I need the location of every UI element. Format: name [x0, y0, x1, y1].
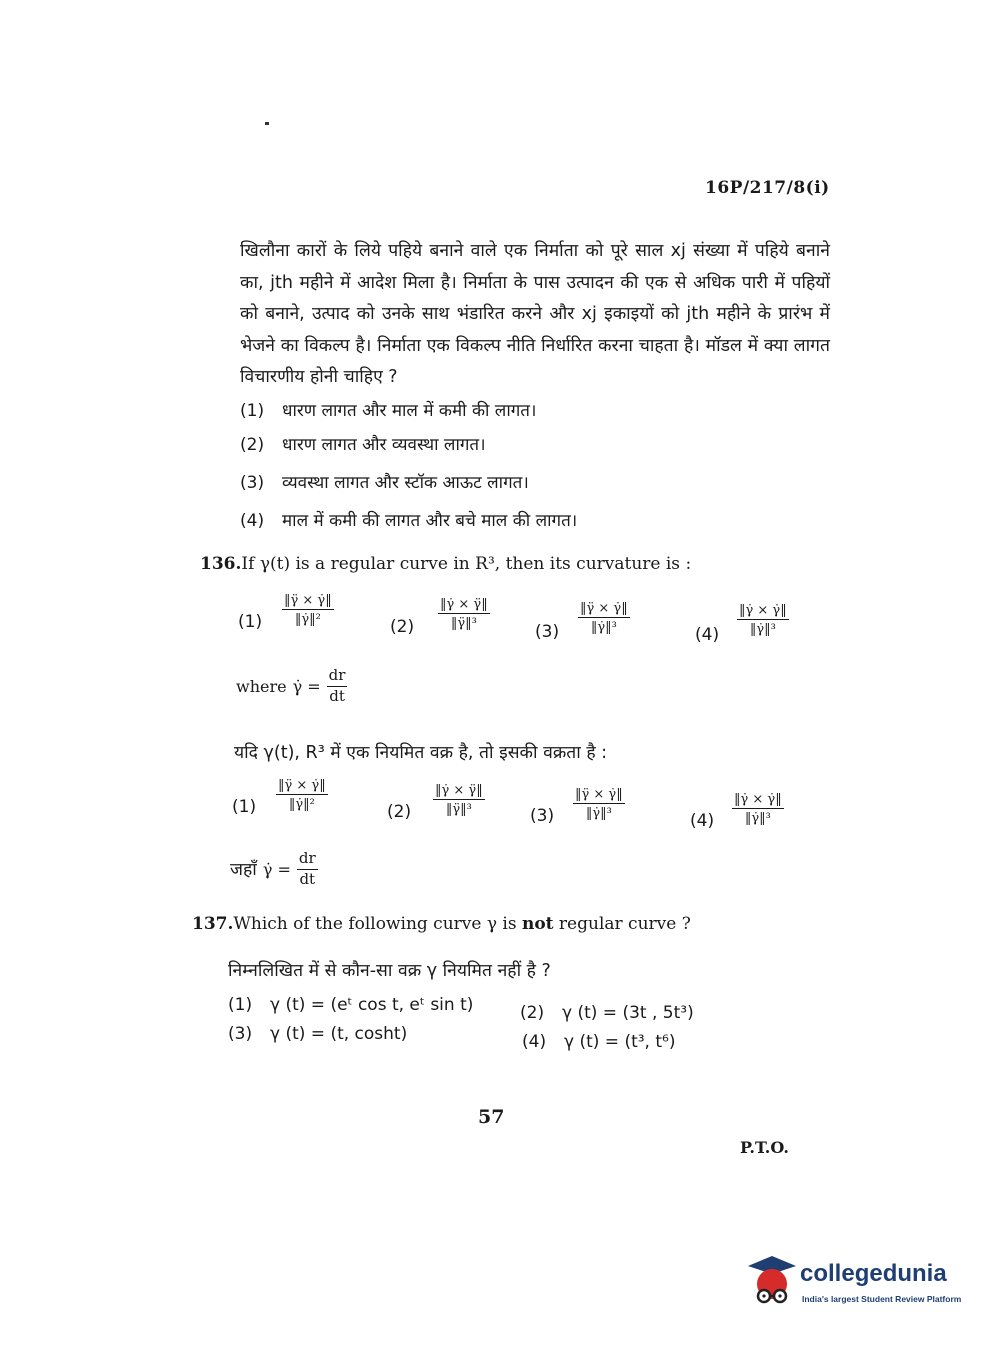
numerator: ‖γ̈ × γ̇‖ [284, 593, 332, 608]
derivative-fraction [327, 668, 348, 705]
q137-option-4 [522, 1032, 675, 1052]
option-text: γ (t) = (t, cosht) [270, 1024, 408, 1044]
q137-option-3 [228, 1024, 407, 1044]
q137-question [192, 914, 691, 934]
denominator: ‖γ̇‖³ [744, 811, 771, 826]
q136-hindi-opt4-label: (4) [690, 811, 715, 831]
q136-opt2-label: (2) [390, 617, 415, 637]
option-number: (4) [240, 511, 265, 531]
numerator: dr [297, 851, 318, 870]
option-number: (2) [520, 1003, 545, 1023]
option-text: व्यवस्था लागत और स्टॉक आऊट लागत। [282, 473, 529, 493]
denominator: ‖γ̇‖³ [590, 620, 617, 635]
where-lhs: γ̇ = [292, 676, 321, 696]
denominator: ‖γ̇‖³ [585, 806, 612, 821]
denominator: ‖γ̇‖³ [749, 622, 776, 637]
q135-option-4 [240, 508, 577, 531]
question-text-after: regular curve ? [553, 914, 691, 934]
option-text: γ (t) = (t³, t⁶) [564, 1032, 676, 1052]
numerator: ‖γ̈ × γ̇‖ [580, 601, 628, 616]
where-label: where [236, 676, 287, 696]
mascot-icon [742, 1252, 800, 1312]
q136-question [200, 554, 691, 574]
logo-wordmark: collegedunia [800, 1260, 947, 1287]
option-text: γ (t) = (eᵗ cos t, eᵗ sin t) [270, 995, 474, 1015]
q136-hindi-opt3-label: (3) [530, 806, 555, 826]
option-text: γ (t) = (3t , 5t³) [562, 1003, 694, 1023]
q135-option-2 [240, 432, 486, 455]
where-label: जहाँ [230, 860, 257, 881]
q136-opt4-fraction [737, 604, 789, 636]
q136-opt2-fraction [438, 598, 490, 630]
q136-hindi-where-clause [230, 851, 318, 888]
q136-hindi-opt1-fraction [276, 779, 328, 811]
q137-option-1 [228, 995, 473, 1015]
q137-option-2 [520, 1003, 694, 1023]
numerator: ‖γ̈ × γ̇‖ [278, 778, 326, 793]
numerator: ‖γ̇ × γ̈‖ [435, 783, 483, 798]
q136-opt4-label: (4) [695, 625, 720, 645]
option-number: (3) [240, 473, 265, 493]
derivative-fraction [297, 851, 318, 888]
question-number: 137. [192, 914, 234, 934]
question-text-bold: not [521, 914, 554, 934]
q136-hindi-opt4-fraction [732, 793, 784, 825]
question-text: If γ(t) is a regular curve in R³, then its curvature is : [241, 554, 692, 574]
q135-option-1 [240, 398, 536, 421]
q136-opt3-label: (3) [535, 622, 560, 642]
numerator: ‖γ̈ × γ̇‖ [575, 787, 623, 802]
denominator: dt [329, 686, 345, 705]
q136-hindi-opt1-label: (1) [232, 797, 257, 817]
q136-opt1-label: (1) [238, 612, 263, 632]
collegedunia-logo [742, 1252, 972, 1312]
question-text-before: Which of the following curve γ is [233, 914, 522, 934]
denominator: ‖γ̇‖² [294, 612, 321, 627]
q136-where-clause [236, 668, 347, 705]
page-number: 57 [478, 1106, 505, 1128]
denominator: ‖γ̇‖² [288, 797, 315, 812]
q135-option-3 [240, 470, 529, 493]
where-lhs: γ̇ = [262, 859, 291, 879]
denominator: ‖γ̈‖³ [450, 616, 477, 631]
q136-hindi-opt2-fraction [433, 784, 485, 816]
numerator: ‖γ̇ × γ̈‖ [440, 597, 488, 612]
option-number: (1) [228, 995, 253, 1015]
option-text: धारण लागत और व्यवस्था लागत। [282, 435, 486, 455]
option-number: (1) [240, 401, 265, 421]
option-number: (4) [522, 1032, 547, 1052]
paper-code: 16P/217/8(i) [705, 178, 830, 198]
pto-note: P.T.O. [740, 1138, 789, 1157]
q136-hindi-opt2-label: (2) [387, 802, 412, 822]
question-number: 136. [200, 554, 242, 574]
option-number: (3) [228, 1024, 253, 1044]
option-text: माल में कमी की लागत और बचे माल की लागत। [282, 511, 578, 531]
option-number: (2) [240, 435, 265, 455]
numerator: dr [327, 668, 348, 687]
logo-tagline: India's largest Student Review Platform [802, 1294, 962, 1304]
numerator: ‖γ̇ × γ̇‖ [734, 792, 782, 807]
option-text: धारण लागत और माल में कमी की लागत। [282, 401, 537, 421]
denominator: ‖γ̈‖³ [445, 802, 472, 817]
q136-opt1-fraction [282, 594, 334, 626]
q135-hindi-text: खिलौना कारों के लिये पहिये बनाने वाले एक निर्माता को पूरे साल xj संख्या में पहिये बनाने का, jth महीने में आदेश मिला है। निर्माता के पास उत्पादन की एक से अधिक पारी में पहियों को बनाने, उत्पाद को उनके साथ भंडारित करने और xj इकाइयों को jth महीने के प्रारंभ में भेजने का विकल्प है। निर्माता एक विकल्प नीति निर्धारित करना चाहता है। मॉडल में क्या लागत विचारणीय होनी चाहिए ? [240, 241, 830, 387]
q136-hindi-question: यदि γ(t), R³ में एक नियमित वक्र है, तो इसकी वक्रता है : [234, 743, 608, 763]
q136-hindi-opt3-fraction [573, 788, 625, 820]
speck-mark [265, 122, 269, 125]
numerator: ‖γ̇ × γ̇‖ [739, 603, 787, 618]
denominator: dt [299, 869, 316, 888]
q136-opt3-fraction [578, 602, 630, 634]
q137-hindi-question: निम्नलिखित में से कौन-सा वक्र γ नियमित नहीं है ? [228, 961, 551, 981]
